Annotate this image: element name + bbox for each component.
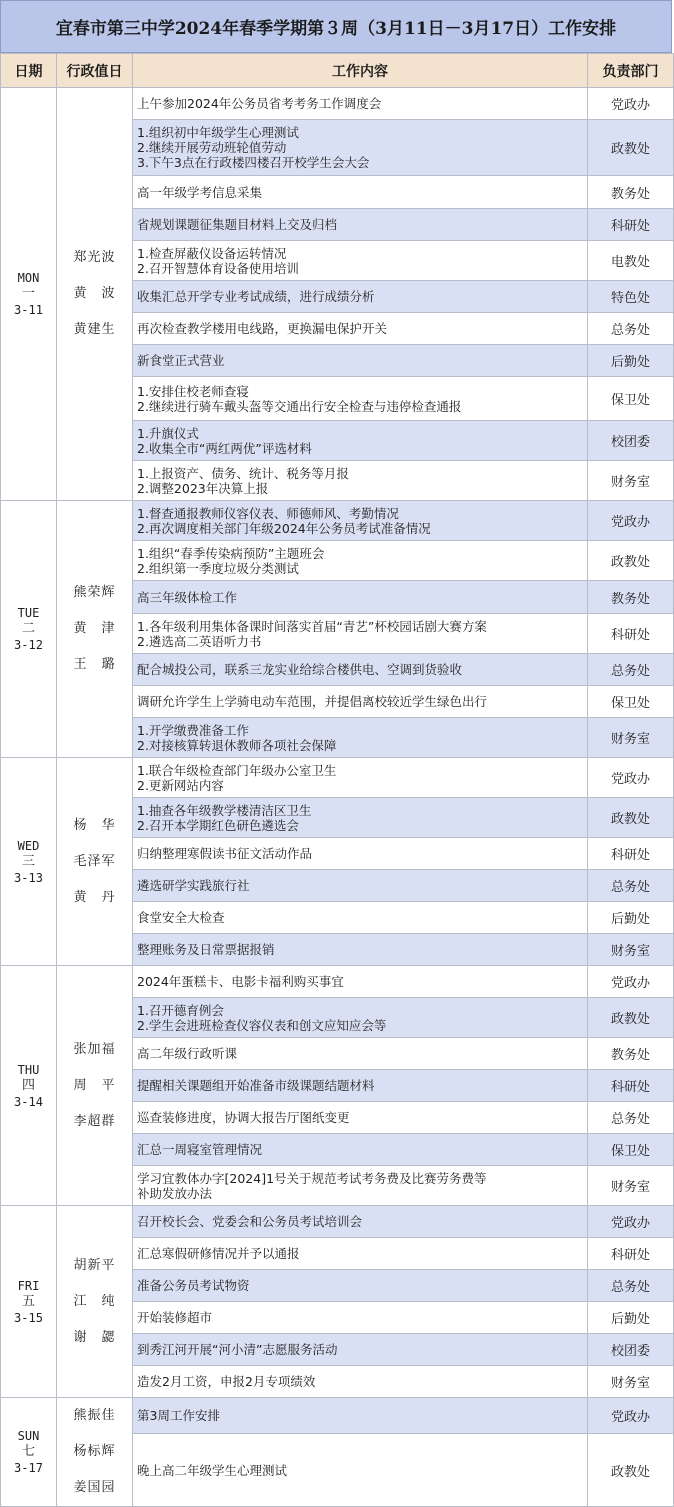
task-line: 学习宜教体办字[2024]1号关于规范考试考务费及比赛劳务费等 [137,1170,487,1186]
duty-person: 江 纯 [73,1293,116,1309]
day-cn: 二 [21,621,35,636]
task-line: 整理账务及日常票据报销 [137,942,275,957]
task-content [133,461,588,501]
task-content [133,758,588,798]
header-content: 工作内容 [133,54,588,88]
task-dept: 财务室 [588,1166,674,1206]
task-dept: 财务室 [588,461,674,501]
task-content [133,1366,588,1398]
task-line: 造发2月工资，申报2月专项绩效 [137,1374,316,1389]
duty-person: 黄 丹 [73,889,116,905]
day-date: 3-15 [14,1310,43,1325]
task-line: 归纳整理寒假读书征文活动作品 [137,846,313,861]
duty-person: 黄建生 [73,322,116,337]
task-line: 补助发放办法 [137,1185,213,1201]
day-date: 3-12 [14,638,43,652]
task-content [133,1038,588,1070]
duty-person: 谢 勰 [73,1329,116,1345]
task-line: 2.召开本学期红色研色遴选会 [137,817,299,833]
task-dept: 财务室 [588,934,674,966]
task-dept: 党政办 [588,966,674,998]
task-line: 食堂安全大检查 [137,910,225,925]
task-dept: 党政办 [588,758,674,798]
task-content [133,1134,588,1166]
task-line: 汇总一周寝室管理情况 [137,1142,263,1157]
task-dept: 后勤处 [588,1302,674,1334]
task-row [1,501,674,541]
task-line: 2.继续开展劳动班轮值劳动 [137,140,287,155]
task-line: 1.抽查各年级教学楼清洁区卫生 [137,802,312,818]
task-line: 第3周工作安排 [137,1408,220,1424]
task-dept: 总务处 [588,1270,674,1302]
page-title: 宜春市第三中学2024年春季学期第３周（3月11日－3月17日）工作安排 [0,0,672,53]
duty-person: 毛泽军 [73,853,116,869]
task-dept: 校团委 [588,421,674,461]
duty-person: 杨 华 [73,817,116,833]
schedule-table [0,53,674,1507]
task-line: 1.召开德育例会 [137,1002,224,1018]
task-line: 2.学生会进班检查仪容仪表和创文应知应会等 [137,1017,387,1033]
day-date: 3-17 [14,1461,43,1475]
duty-person: 熊振佳 [73,1408,116,1423]
task-content [133,209,588,241]
task-line: 高三年级体检工作 [137,589,238,605]
task-line: 1.各年级利用集体备课时间落实首届“青艺”杯校园话剧大赛方案 [137,618,487,634]
task-line: 1.检查屏蔽仪设备运转情况 [137,245,287,261]
task-content [133,1070,588,1102]
task-content [133,1166,588,1206]
task-content [133,581,588,614]
day-cn: 四 [21,1077,35,1093]
task-dept: 教务处 [588,176,674,209]
day-cell [1,501,57,758]
task-content [133,541,588,581]
task-content [133,1302,588,1334]
task-content [133,998,588,1038]
task-content [133,654,588,686]
task-line: 2.再次调度相关部门年级2024年公务员考试准备情况 [137,520,431,536]
task-content [133,501,588,541]
task-line: 准备公务员考试物资 [137,1278,250,1293]
task-row [1,758,674,798]
task-dept: 党政办 [588,88,674,120]
header-duty: 行政值日 [57,54,133,88]
task-content [133,120,588,176]
task-line: 1.联合年级检查部门年级办公室卫生 [137,762,337,778]
duty-person: 黄 波 [73,286,116,301]
schedule-body [1,88,674,1507]
task-line: 配合城投公司，联系三龙实业给综合楼供电、空调到货验收 [137,662,463,677]
task-line: 1.升旗仪式 [137,425,199,441]
task-line: 新食堂正式营业 [137,353,225,368]
task-line: 2.召开智慧体育设备使用培训 [137,260,299,276]
task-content [133,614,588,654]
task-content [133,934,588,966]
task-content [133,902,588,934]
task-line: 1.上报资产、债务、统计、税务等月报 [137,465,349,481]
task-content [133,686,588,718]
task-content [133,1238,588,1270]
task-line: 遴选研学实践旅行社 [137,878,250,893]
task-line: 到秀江河开展“河小清”志愿服务活动 [137,1342,338,1357]
duty-person: 熊荣辉 [73,585,116,600]
task-line: 汇总寒假研修情况并予以通报 [137,1246,300,1261]
task-dept: 总务处 [588,870,674,902]
task-dept: 党政办 [588,1398,674,1434]
task-line: 巡查装修进度，协调大报告厅图纸变更 [137,1110,350,1125]
task-line: 召开校长会、党委会和公务员考试培训会 [137,1214,363,1229]
task-line: 高二年级行政听课 [137,1046,238,1061]
task-dept: 党政办 [588,1206,674,1238]
task-line: 开始装修超市 [137,1310,213,1325]
task-content [133,377,588,421]
day-cn: 一 [21,286,35,301]
header-date: 日期 [1,54,57,88]
task-row [1,1398,674,1434]
task-dept: 教务处 [588,1038,674,1070]
day-en: FRI [17,1278,40,1293]
task-dept: 科研处 [588,838,674,870]
task-line: 上午参加2024年公务员省考考务工作调度会 [137,96,382,111]
task-dept: 政教处 [588,998,674,1038]
task-content [133,241,588,281]
task-dept: 校团委 [588,1334,674,1366]
duty-cell [57,966,133,1206]
day-en: THU [17,1062,40,1077]
duty-cell [57,1206,133,1398]
task-content [133,313,588,345]
duty-cell [57,1398,133,1507]
duty-person: 杨标辉 [73,1444,116,1459]
duty-person: 胡新平 [73,1257,116,1273]
day-cell [1,758,57,966]
task-line: 1.安排住校老师查寝 [137,383,249,399]
task-line: 晚上高二年级学生心理测试 [137,1462,288,1478]
duty-person: 郑光波 [73,250,116,265]
task-dept: 保卫处 [588,1134,674,1166]
header-row [1,54,674,88]
task-content [133,1102,588,1134]
task-content [133,1434,588,1507]
duty-cell [57,758,133,966]
task-content [133,176,588,209]
task-line: 2.继续进行骑车戴头盔等交通出行安全检查与违停检查通报 [137,398,462,414]
task-line: 调研允许学生上学骑电动车范围，并提倡离校较近学生绿色出行 [137,694,488,709]
duty-person: 王 璐 [73,657,116,672]
duty-person: 李超群 [73,1113,116,1129]
header-dept: 负责部门 [588,54,674,88]
task-line: 2.组织第一季度垃圾分类测试 [137,560,299,576]
day-date: 3-14 [14,1094,43,1109]
task-content [133,966,588,998]
task-line: 2.收集全市“两红两优”评选材料 [137,440,312,456]
task-line: 2.更新网站内容 [137,777,224,793]
task-dept: 总务处 [588,1102,674,1134]
task-dept: 政教处 [588,1434,674,1507]
day-cn: 三 [21,853,35,869]
task-dept: 后勤处 [588,902,674,934]
task-dept: 财务室 [588,1366,674,1398]
task-content [133,1334,588,1366]
task-row [1,1206,674,1238]
task-line: 1.开学缴费准备工作 [137,722,249,738]
duty-cell [57,88,133,501]
task-line: 1.督查通报教师仪容仪表、师德师风、考勤情况 [137,505,399,521]
task-content [133,421,588,461]
task-dept: 保卫处 [588,686,674,718]
task-content [133,798,588,838]
task-content [133,1206,588,1238]
day-cell [1,966,57,1206]
task-line: 2024年蛋糕卡、电影卡福利购买事宜 [137,974,344,989]
task-line: 2.对接核算转退休教师各项社会保障 [137,737,337,753]
day-en: SUN [17,1429,40,1443]
task-dept: 党政办 [588,501,674,541]
task-line: 收集汇总开学专业考试成绩，进行成绩分析 [137,289,375,304]
task-line: 省规划课题征集题目材料上交及归档 [137,217,338,232]
task-row [1,966,674,998]
task-line: 2.遴选高二英语听力书 [137,633,262,649]
duty-person: 张加福 [73,1041,116,1057]
task-line: 提醒相关课题组开始准备市级课题结题材料 [137,1078,375,1093]
task-line: 1.组织“春季传染病预防”主题班会 [137,545,325,561]
task-dept: 政教处 [588,541,674,581]
task-dept: 后勤处 [588,345,674,377]
day-date: 3-11 [14,303,43,317]
day-cn: 五 [21,1293,35,1309]
task-dept: 电教处 [588,241,674,281]
task-dept: 总务处 [588,654,674,686]
task-dept: 总务处 [588,313,674,345]
duty-person: 姜国园 [73,1480,116,1495]
day-date: 3-13 [14,870,43,885]
task-content [133,345,588,377]
task-dept: 保卫处 [588,377,674,421]
task-dept: 科研处 [588,1238,674,1270]
day-cell [1,1398,57,1507]
task-row [1,88,674,120]
day-en: MON [17,271,40,285]
task-content [133,281,588,313]
task-content [133,1270,588,1302]
task-dept: 科研处 [588,1070,674,1102]
task-line: 再次检查教学楼用电线路，更换漏电保护开关 [137,321,388,336]
day-en: WED [17,838,40,853]
duty-person: 黄 津 [73,621,116,636]
task-dept: 教务处 [588,581,674,614]
day-cell [1,88,57,501]
task-line: 1.组织初中年级学生心理测试 [137,125,299,140]
task-content [133,838,588,870]
task-dept: 科研处 [588,209,674,241]
day-cn: 七 [21,1444,35,1459]
task-dept: 特色处 [588,281,674,313]
task-line: 3.下午3点在行政楼四楼召开校学生会大会 [137,155,370,170]
task-content [133,718,588,758]
task-line: 2.调整2023年决算上报 [137,480,269,496]
day-cell [1,1206,57,1398]
day-en: TUE [17,606,40,620]
task-content [133,870,588,902]
task-content [133,88,588,120]
task-line: 高一年级学考信息采集 [137,184,263,200]
task-dept: 政教处 [588,798,674,838]
task-dept: 科研处 [588,614,674,654]
task-dept: 政教处 [588,120,674,176]
task-content [133,1398,588,1434]
duty-person: 周 平 [73,1077,116,1093]
task-dept: 财务室 [588,718,674,758]
duty-cell [57,501,133,758]
